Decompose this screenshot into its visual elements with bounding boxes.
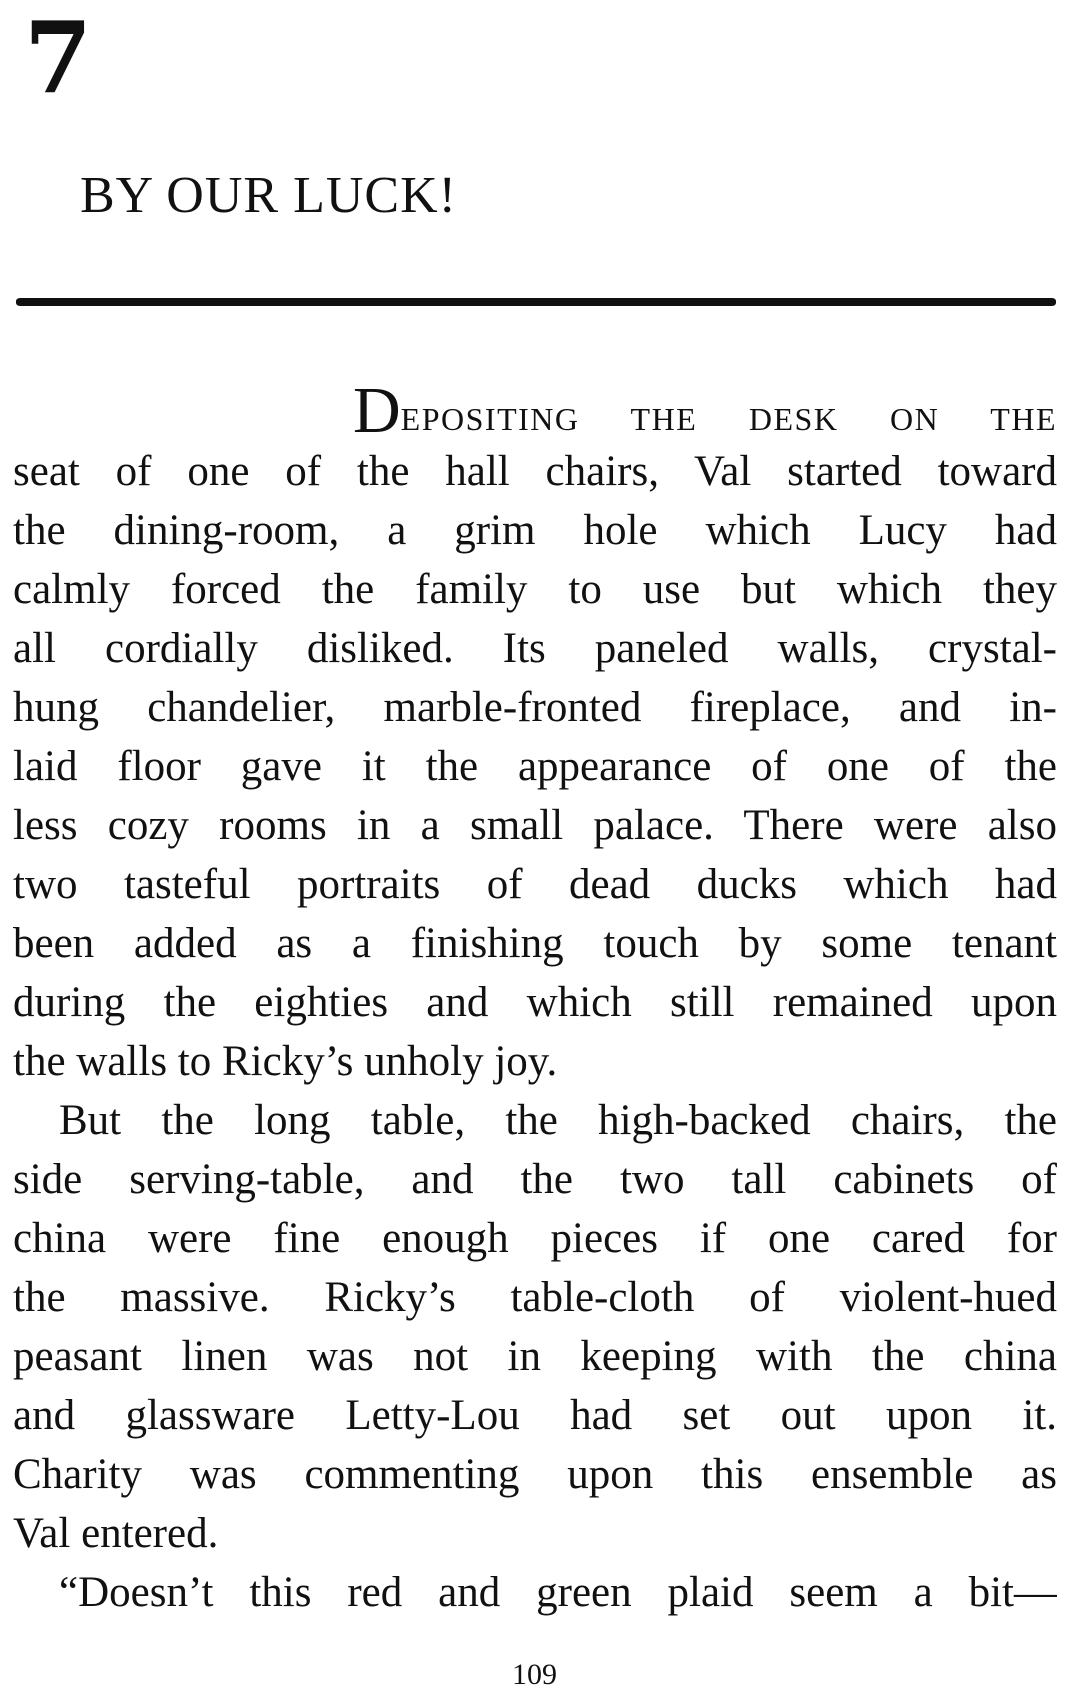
opening-line <box>13 380 1057 442</box>
text-line: seat of one of the hall chairs, Val started toward <box>13 448 1057 495</box>
text-line: been added as a finishing touch by some tenant <box>13 920 1057 967</box>
text-line: the walls to Ricky’s unholy joy. <box>13 1038 558 1085</box>
text-line: less cozy rooms in a small palace. There were also <box>13 802 1057 849</box>
paragraph <box>13 1563 1057 1622</box>
text-line: calmly forced the family to use but which they <box>13 566 1057 613</box>
paragraph <box>13 442 1057 1091</box>
text-line: during the eighties and which still remained upon <box>13 979 1057 1026</box>
text-line: “Doesn’t this red and green plaid seem a bit— <box>59 1569 1057 1616</box>
text-line: Charity was commenting upon this ensemble as <box>13 1451 1057 1498</box>
text-line: the dining-room, a grim hole which Lucy had <box>13 507 1057 554</box>
chapter-title: BY OUR LUCK! <box>80 167 457 224</box>
page-number: 109 <box>512 1658 557 1691</box>
text-line: china were fine enough pieces if one cared for <box>13 1215 1057 1262</box>
text-line: side serving-table, and the two tall cabinets of <box>13 1156 1057 1203</box>
drop-letter: D <box>353 380 401 442</box>
text-line: all cordially disliked. Its paneled walls, crystal- <box>13 625 1057 672</box>
title-rule <box>16 298 1056 306</box>
opening-small-caps: EPOSITING THE DESK ON THE <box>400 401 1057 437</box>
text-line: Val entered. <box>13 1510 219 1557</box>
text-line: the massive. Ricky’s table-cloth of violent-hued <box>13 1274 1057 1321</box>
paragraph <box>13 1091 1057 1563</box>
text-line: But the long table, the high-backed chairs, the <box>59 1097 1057 1144</box>
body-text <box>13 380 1057 1622</box>
chapter-number: 7 <box>24 1 93 116</box>
text-line: hung chandelier, marble-fronted fireplace, and in- <box>13 684 1057 731</box>
text-line: laid floor gave it the appearance of one of the <box>13 743 1057 790</box>
text-line: and glassware Letty-Lou had set out upon it. <box>13 1392 1057 1439</box>
text-line: two tasteful portraits of dead ducks which had <box>13 861 1057 908</box>
text-line: peasant linen was not in keeping with the china <box>13 1333 1057 1380</box>
